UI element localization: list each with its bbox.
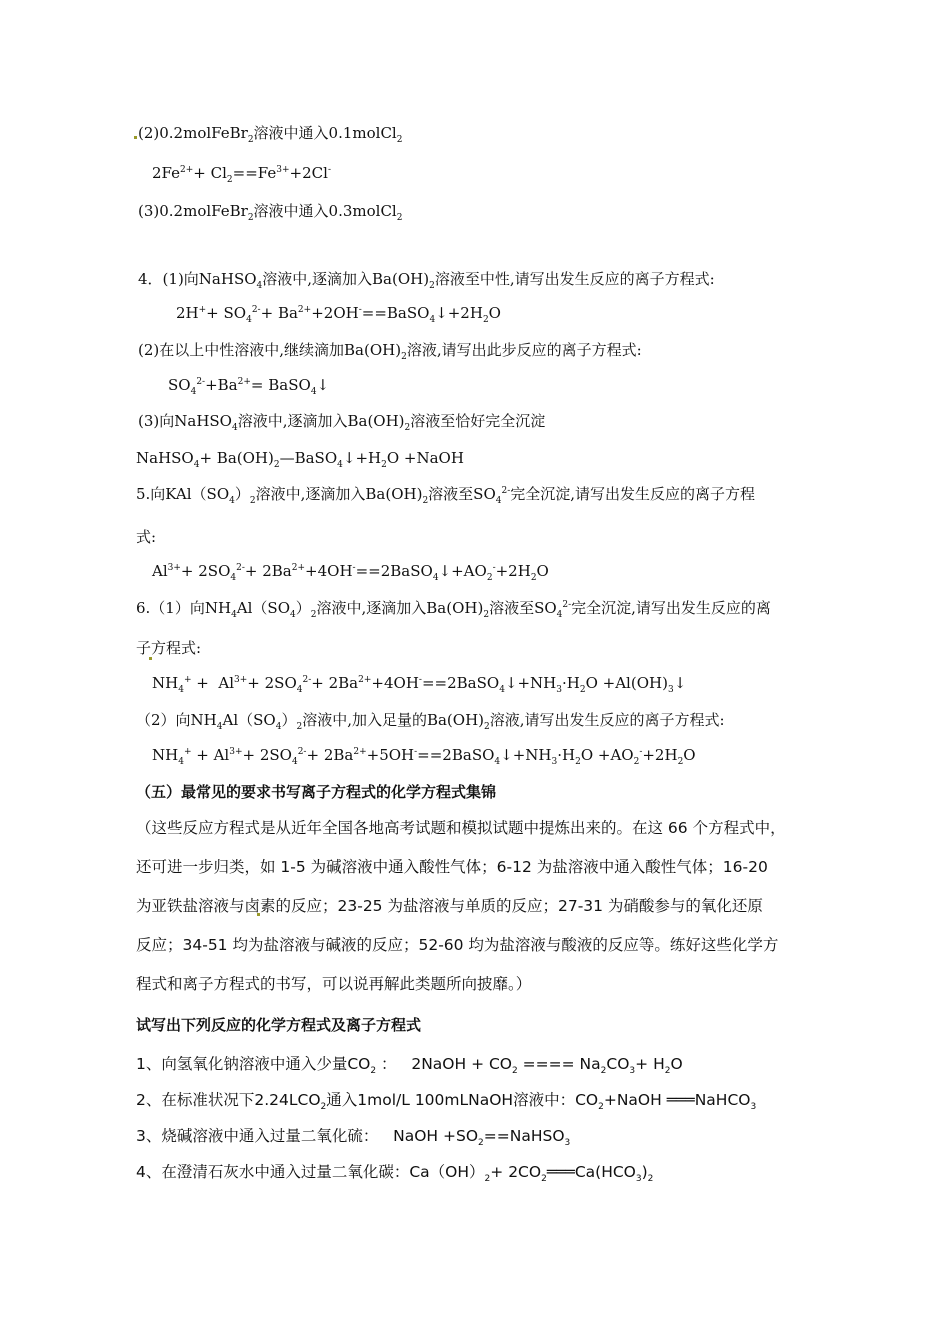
- paragraph-line-4: 反应；34-51 均为盐溶液与碱液的反应；52-60 均为盐溶液与酸液的反应等。练好这些化学方: [136, 936, 779, 954]
- equation-4-2: $SO_4^{2-}+Ba^{2+}=$ BaSO$_4$↓: [168, 376, 330, 397]
- section-heading-5: （五）最常见的要求书写离子方程式的化学方程式集锦: [136, 783, 497, 801]
- exercise-2: 2、在标准状况下$2.24LCO_2$通入1mol/L 100mLNaOH溶液中：$CO_2+NaOH$ ═══NaHCO$_3$: [136, 1091, 757, 1113]
- question-5-cont: 式:: [136, 528, 157, 546]
- question-4-1: 4．(1)向NaHSO$_4$溶液中,逐滴加入$Ba(OH)_2$溶液至中性,请写出发生反应的离子方程式:: [138, 270, 715, 291]
- equation-4-1: $2H^++ SO_4^{2-}+$ $Ba^{2+}+2OH^-==BaSO_4↓+2H_2O$: [176, 304, 501, 325]
- ink-mark: [134, 136, 137, 139]
- paragraph-line-2: 还可进一步归类，如 1-5 为碱溶液中通入酸性气体；6-12 为盐溶液中通入酸性气体；16-20: [136, 858, 768, 876]
- paragraph-line-3: 为亚铁盐溶液与卤素的反应；23-25 为盐溶液与单质的反应；27-31 为硝酸参与的氧化还原: [136, 897, 763, 915]
- question-6-1-cont: 子方程式:: [136, 639, 202, 657]
- line-2-feBr2-0.1cl2: (2)0.2molFeBr$_2$溶液中通入0.1molCl$_2$: [138, 124, 403, 145]
- paragraph-line-5: 程式和离子方程式的书写，可以说再解此类题所向披靡。）: [136, 975, 532, 993]
- equation-5: $Al^{3+}+ 2SO_4^{2-}+$ $2Ba^{2+}+4OH^-==2BaSO_4↓+AO_2^-+2H_2O$: [152, 562, 549, 583]
- equation-6-2: $NH_4^+ + Al^{3+}+ 2SO_4^{2-}+$ $2Ba^{2+}+5OH^-==2BaSO_4↓+NH_3\cdot H_2O +AO_2^-+2H_2O$: [152, 746, 696, 767]
- equation-fe-cl2: $2Fe^{2+}+ Cl_2==Fe^{3+}+2Cl^-$: [152, 164, 331, 185]
- equation-4-3: NaHSO$_4$+ $Ba(OH)_2—BaSO_4↓+H_2O$ +NaOH: [136, 449, 464, 470]
- question-6-1: 6.（1）向$NH_4Al(SO_4)_2$溶液中,逐滴加入$Ba(OH)_2$溶液至$SO_4^{2-}$完全沉淀,请写出发生反应的离: [136, 599, 771, 620]
- exercise-3: 3、烧碱溶液中通入过量二氧化硫： NaOH $+SO_2==NaHSO_3$: [136, 1127, 571, 1149]
- question-4-3: (3)向NaHSO$_4$溶液中,逐滴加入$Ba(OH)_2$溶液至恰好完全沉淀: [138, 412, 546, 433]
- exercise-1: 1、向氢氧化钠溶液中通入少量$CO_2$ ： 2NaOH + $CO_2$ ==== $Na_2CO_3+ H_2O$: [136, 1055, 683, 1077]
- paragraph-line-1: （这些反应方程式是从近年全国各地高考试题和模拟试题中提炼出来的。在这 66 个方程式中，: [136, 819, 786, 837]
- question-6-2: （2）向$NH_4Al(SO_4)_2$溶液中,加入足量的$Ba(OH)_2$溶液,请写出发生反应的离子方程式:: [136, 711, 725, 732]
- question-5: 5.向$KAl(SO_4)_2$溶液中,逐滴加入$Ba(OH)_2$溶液至$SO_4^{2-}$完全沉淀,请写出发生反应的离子方程: [136, 485, 756, 506]
- equation-6-1: $NH_4^+ + Al^{3+}+ 2SO_4^{2-}+$ $2Ba^{2+}+4OH^-==2BaSO_4↓+NH_3\cdot H_2O$ $+Al(OH)_3↓$: [152, 674, 687, 695]
- question-4-2: (2)在以上中性溶液中,继续滴加$Ba(OH)_2$溶液,请写出此步反应的离子方程式:: [138, 341, 642, 362]
- line-3-feBr2-0.3cl2: (3)0.2molFeBr$_2$溶液中通入0.3molCl$_2$: [138, 202, 403, 223]
- exercise-4: 4、在澄清石灰水中通入过量二氧化碳：$Ca(OH)_2+$ $2CO_2═══Ca(HCO_3)_2$: [136, 1163, 654, 1185]
- exercise-heading: 试写出下列反应的化学方程式及离子方程式: [136, 1016, 422, 1034]
